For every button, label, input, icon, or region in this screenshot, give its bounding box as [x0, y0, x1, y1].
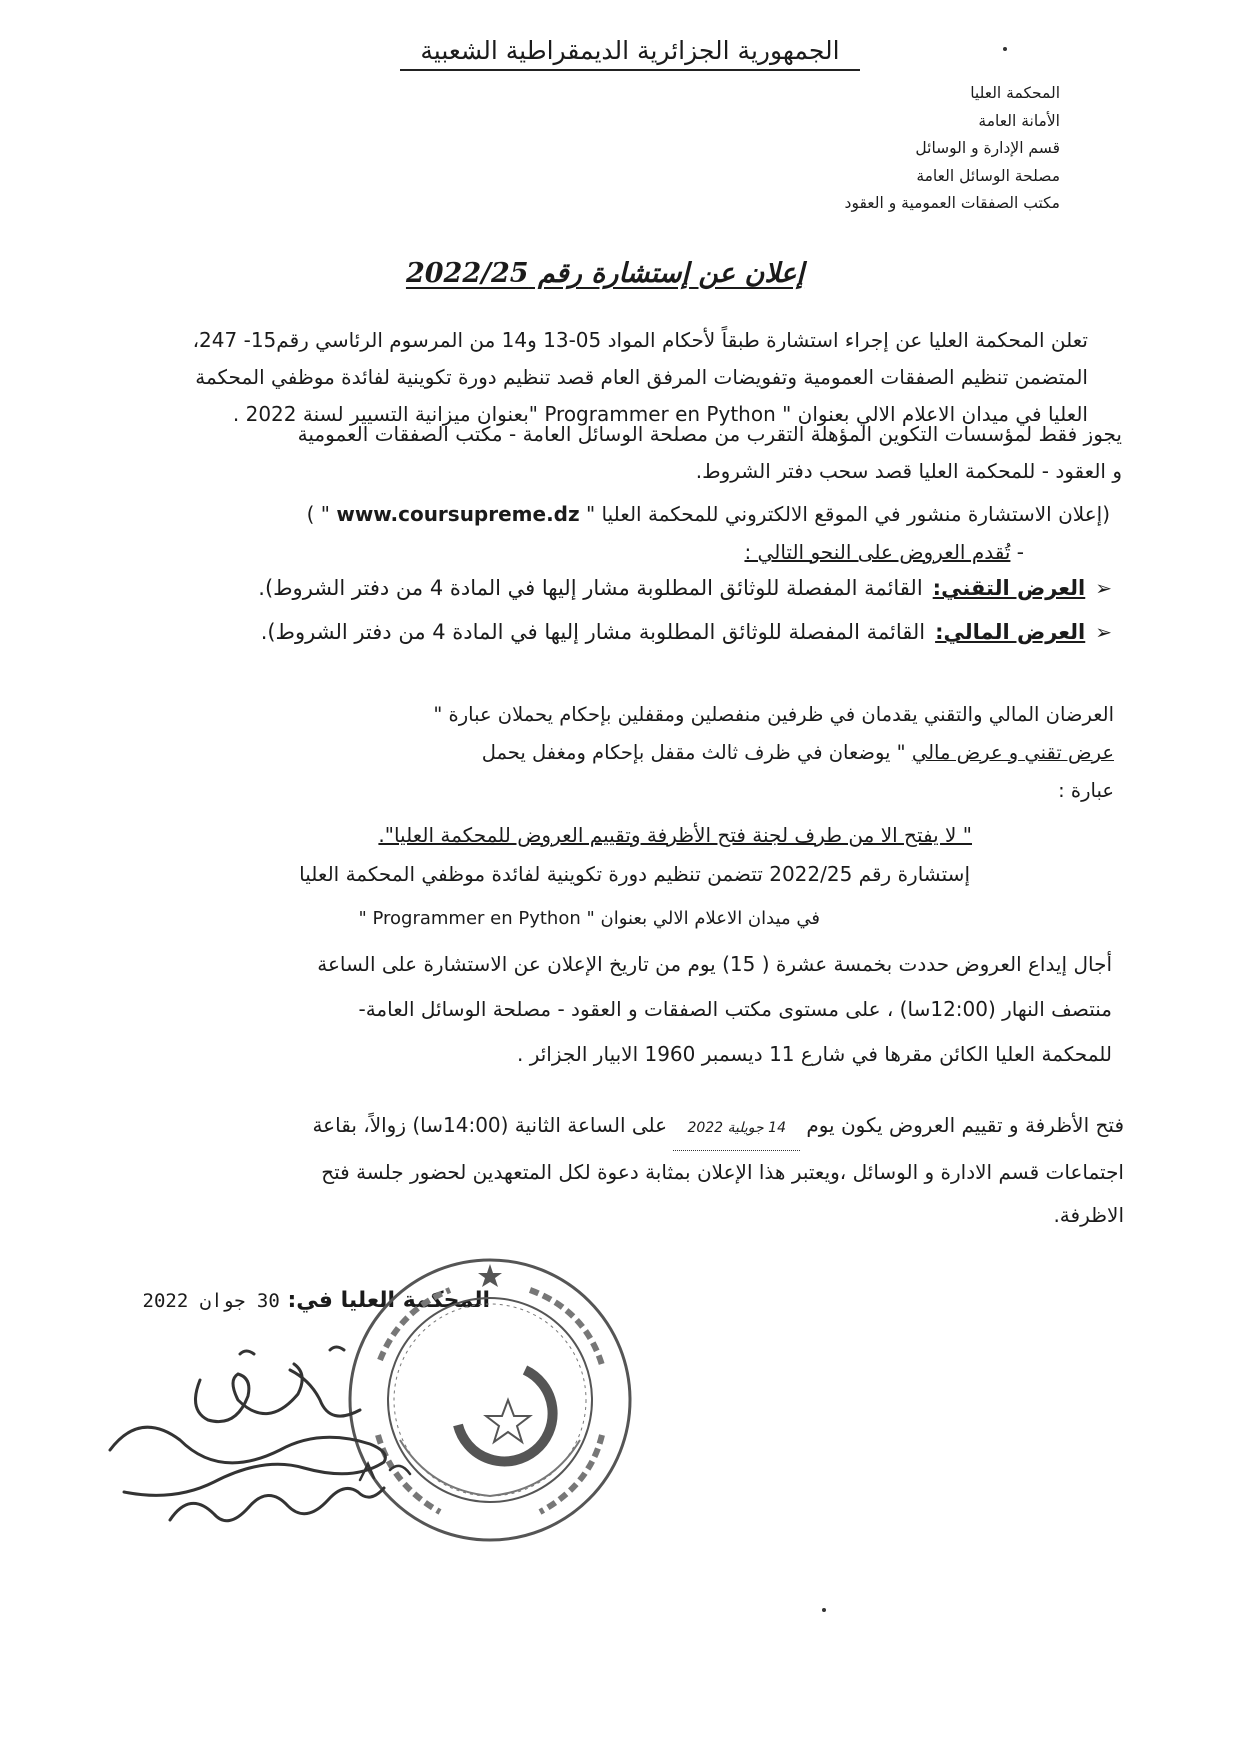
intro-line: المتضمن تنظيم الصفقات العمومية وتفويضات المرفق العام قصد تنظيم دورة تكوينية لفائدة موظفي المحكمة [195, 365, 1088, 389]
issuer-header [845, 80, 1060, 218]
intro-line: تعلن المحكمة العليا عن إجراء استشارة طبقاً لأحكام المواد 05-13 و14 من المرسوم الرئاسي رقم15- 247، [192, 328, 1088, 352]
deadline-line: أجال إيداع العروض حددت بخمسة عشرة ( 15) يوم من تاريخ الإعلان عن الاستشارة على الساعة [317, 952, 1112, 976]
offer-label: العرض التقني: [932, 576, 1086, 600]
opening-suffix: على الساعة الثانية (14:00سا) زوالاً، بقاعة [312, 1113, 668, 1137]
envelopes-line: عبارة : [1058, 779, 1114, 802]
opening-line [114, 1104, 1124, 1151]
deadline-paragraph [112, 942, 1112, 1077]
website-note [307, 496, 1110, 533]
opening-date-field: 14 جويلية 2022 [673, 1107, 800, 1151]
technical-offer-item [258, 576, 1112, 600]
arrow-bullet-icon: ➢ [1095, 576, 1112, 600]
offers-heading-text: تُقدم العروض على النحو التالي : [744, 540, 1011, 564]
header-line: مكتب الصفقات العمومية و العقود [844, 194, 1060, 212]
arrow-bullet-icon: ➢ [1095, 620, 1112, 644]
field-line: في ميدان الاعلام الالي بعنوان " Programmer en Python " [358, 908, 820, 929]
handwritten-signature [90, 1330, 470, 1570]
envelopes-paragraph [114, 696, 1114, 810]
envelopes-line [114, 734, 1114, 772]
offer-text: القائمة المفصلة للوثائق المطلوبة مشار إليها في المادة 4 من دفتر الشروط). [260, 620, 926, 644]
opening-line: اجتماعات قسم الادارة و الوسائل ،ويعتبر هذا الإعلان بمثابة دعوة لكل المتعهدين لحضور جلسة فتح [321, 1160, 1124, 1184]
date-stamp: 30 جوان 2022 [142, 1290, 280, 1312]
deadline-line: للمحكمة العليا الكائن مقرها في شارع 11 ديسمبر 1960 الابيار الجزائر . [516, 1042, 1112, 1066]
offer-label: العرض المالي: [935, 620, 1086, 644]
scan-speck [1003, 47, 1007, 51]
financial-offer-item [261, 620, 1112, 644]
scan-speck [822, 1608, 826, 1612]
opening-line: الاظرفة. [1053, 1203, 1124, 1227]
website-url: www.coursupreme.dz [336, 502, 580, 526]
website-note-text: (إعلان الاستشارة منشور في الموقع الالكتروني للمحكمة العليا " [586, 502, 1110, 526]
header-line: قسم الإدارة و الوسائل [915, 139, 1060, 157]
republic-heading: الجمهورية الجزائرية الديمقراطية الشعبية [400, 36, 860, 71]
opening-paragraph [114, 1104, 1124, 1237]
envelope-label: عرض تقني و عرض مالي [911, 741, 1114, 764]
consultation-line: إستشارة رقم 2022/25 تتضمن تنظيم دورة تكوينية لفائدة موظفي المحكمة العليا [299, 862, 970, 886]
court-label: المحكمة العليا في: [287, 1288, 490, 1313]
announcement-title: إعلان عن إستشارة رقم 2022/25 [405, 258, 805, 289]
offer-text: القائمة المفصلة للوثائق المطلوبة مشار إليها في المادة 4 من دفتر الشروط). [258, 576, 923, 600]
header-line: المحكمة العليا [970, 84, 1060, 102]
eligibility-line: يجوز فقط لمؤسسات التكوين المؤهلة التقرب من مصلحة الوسائل العامة - مكتب الصفقات العمومية [297, 422, 1122, 446]
website-note-close: " ) [306, 502, 330, 526]
envelopes-line-rest: " يوضعان في ظرف ثالث مقفل بإحكام ومغفل يحمل [481, 741, 906, 764]
envelopes-line: العرضان المالي والتقني يقدمان في ظرفين منفصلين ومقفلين بإحكام يحملان عبارة " [433, 703, 1114, 726]
header-line: مصلحة الوسائل العامة [916, 166, 1060, 185]
eligibility-paragraph [122, 416, 1122, 490]
opening-prefix: فتح الأظرفة و تقييم العروض يكون يوم [806, 1113, 1124, 1137]
offers-heading: - تُقدم العروض على النحو التالي : [744, 540, 1024, 564]
eligibility-line: و العقود - للمحكمة العليا قصد سحب دفتر الشروط. [695, 459, 1122, 483]
intro-line: العليا في ميدان الاعلام الالي بعنوان " Programmer en Python "بعنوان ميزانية التسيير لسنة 2022 . [232, 402, 1088, 426]
header-line: الأمانة العامة [978, 111, 1060, 130]
envelope-quote: " لا يفتح الا من طرف لجنة فتح الأظرفة وتقييم العروض للمحكمة العليا". [378, 823, 972, 847]
deadline-line: منتصف النهار (12:00سا) ، على مستوى مكتب الصفقات و العقود - مصلحة الوسائل العامة- [358, 997, 1112, 1021]
